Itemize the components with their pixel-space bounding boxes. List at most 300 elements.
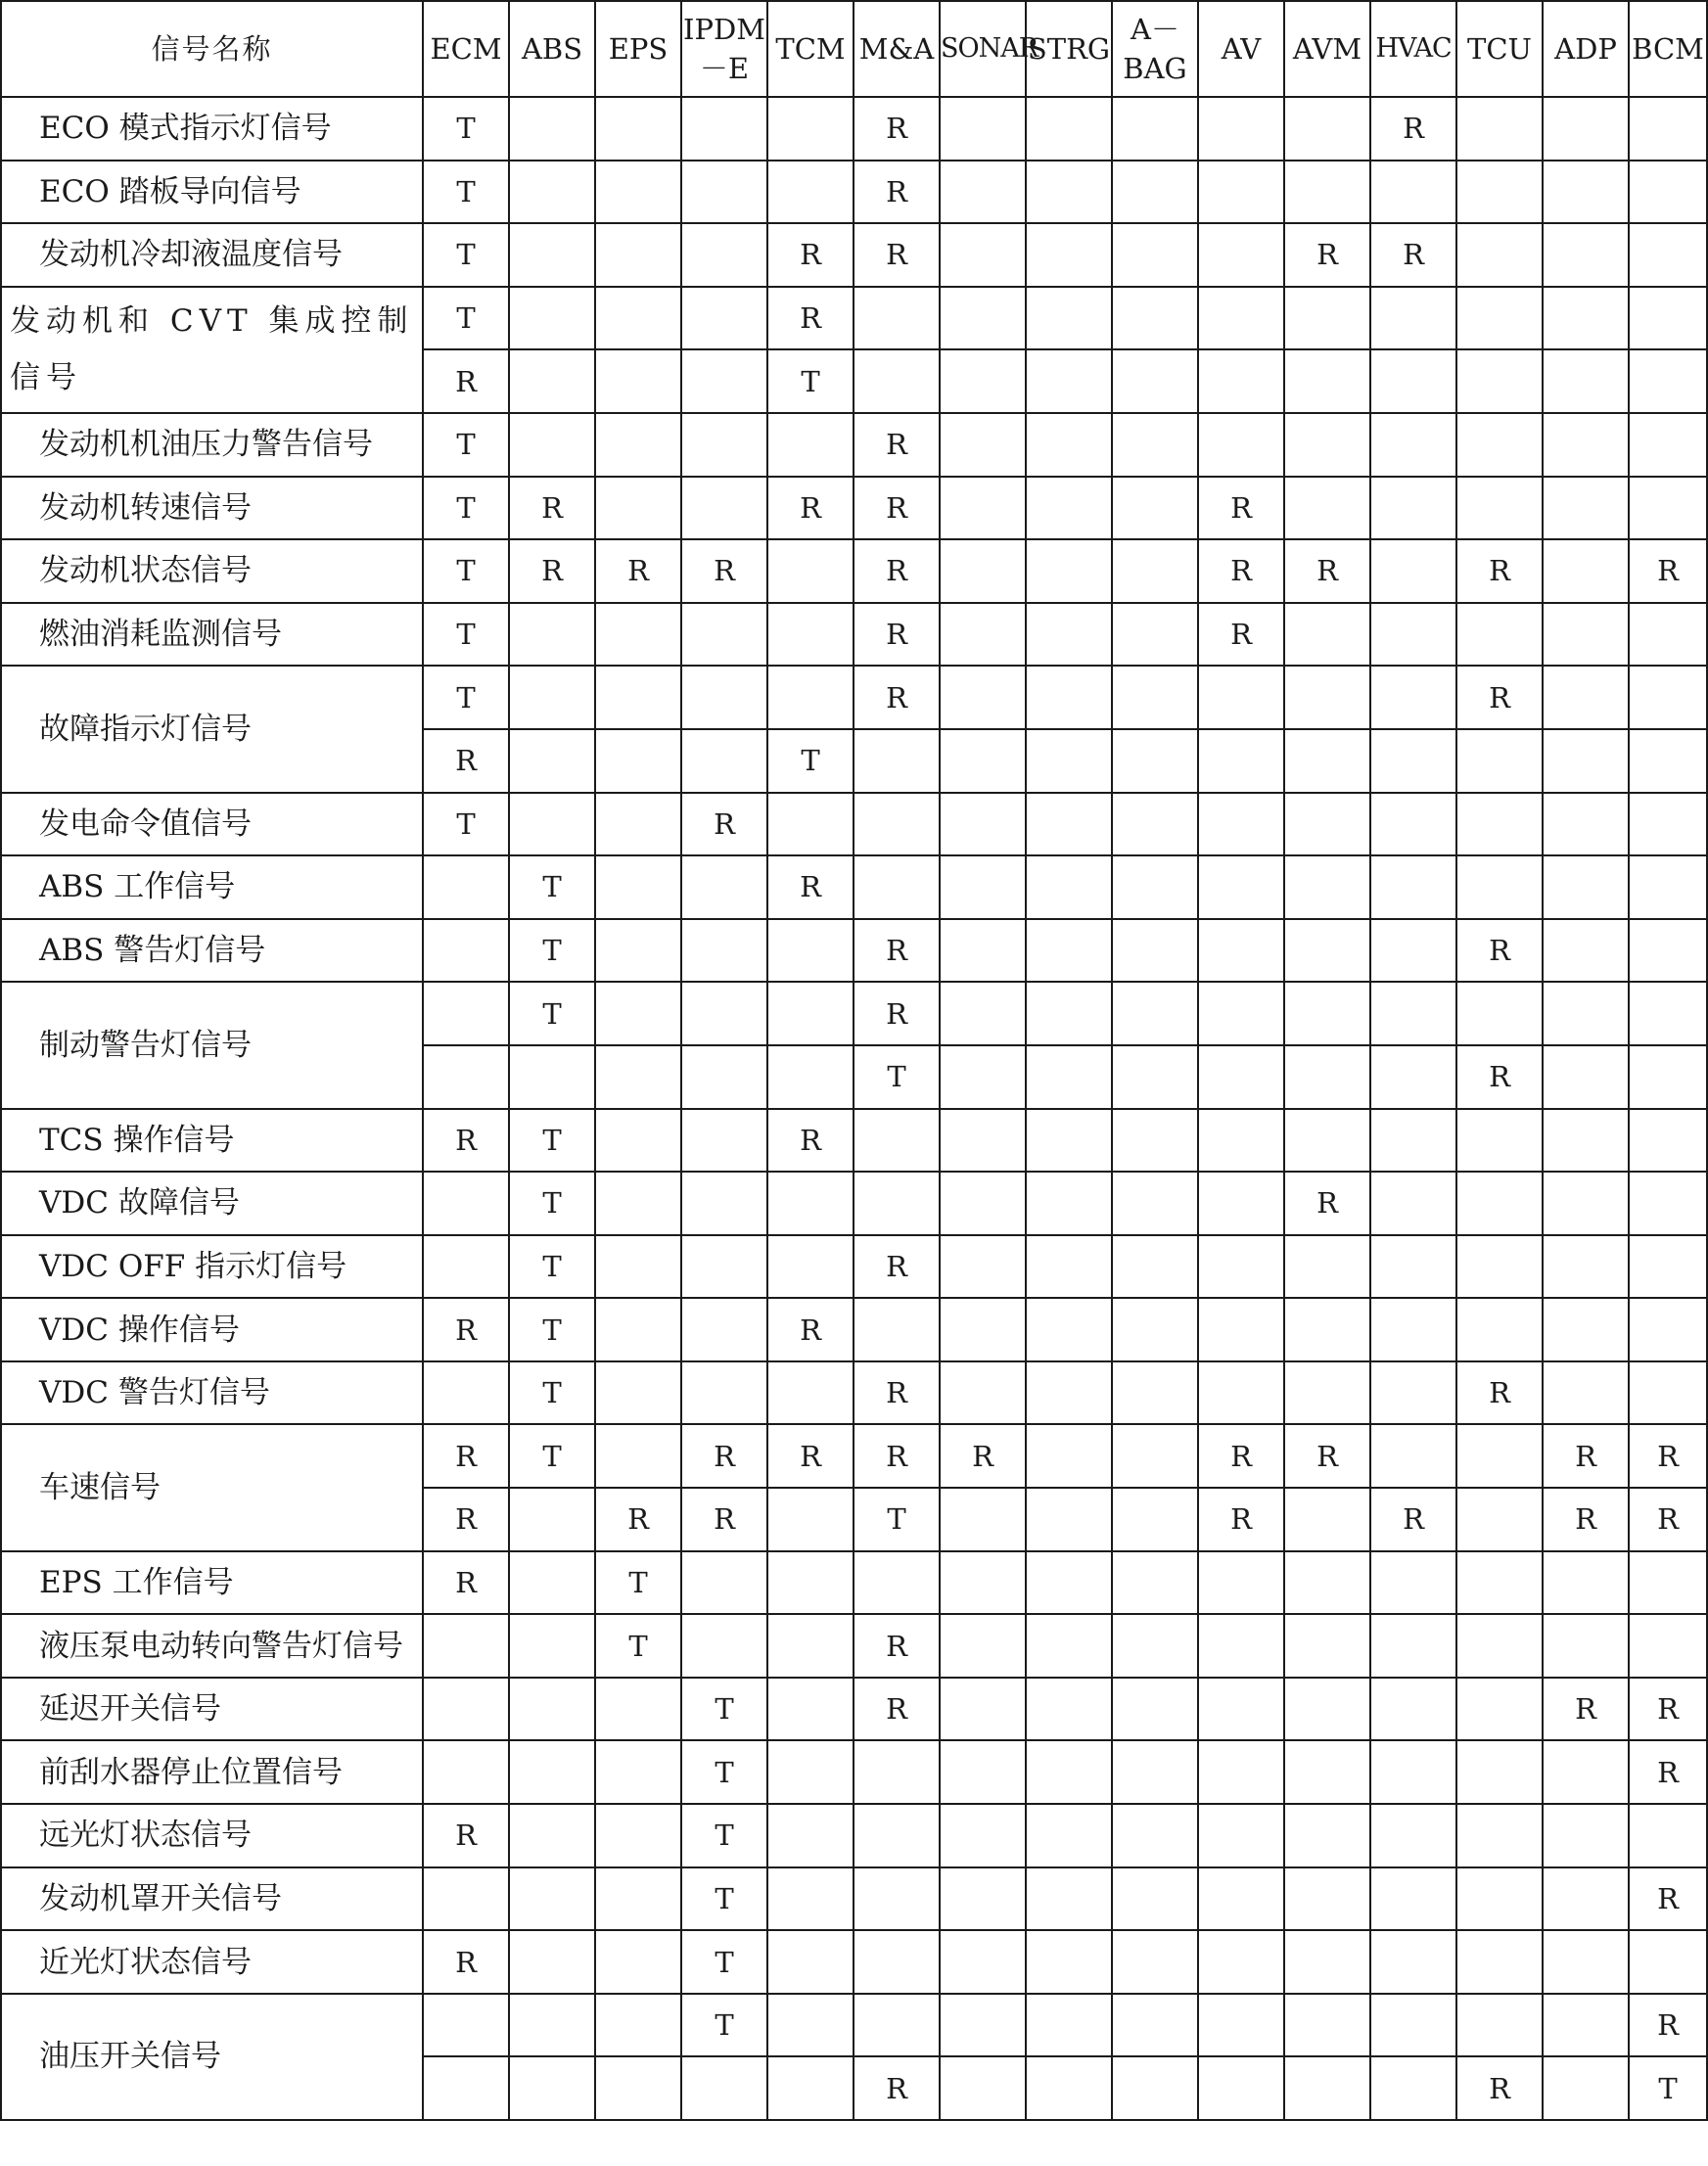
signal-cell bbox=[1629, 1298, 1707, 1361]
signal-name-cell: ABS 工作信号 bbox=[1, 855, 423, 919]
signal-cell bbox=[1284, 349, 1370, 413]
signal-cell bbox=[1112, 793, 1198, 856]
signal-name-cell: ECO 模式指示灯信号 bbox=[1, 97, 423, 161]
signal-name-cell: 远光灯状态信号 bbox=[1, 1804, 423, 1867]
signal-cell bbox=[595, 1045, 681, 1109]
signal-cell bbox=[1198, 349, 1284, 413]
signal-cell bbox=[681, 349, 767, 413]
signal-cell bbox=[595, 1867, 681, 1931]
signal-cell bbox=[767, 666, 854, 729]
signal-cell: R bbox=[423, 1488, 509, 1551]
signal-cell bbox=[1198, 1361, 1284, 1425]
signal-cell bbox=[1284, 161, 1370, 224]
signal-cell bbox=[940, 223, 1026, 287]
signal-cell: R bbox=[1456, 2056, 1543, 2120]
signal-cell bbox=[767, 1045, 854, 1109]
signal-cell bbox=[1198, 1109, 1284, 1173]
signal-cell bbox=[595, 1740, 681, 1804]
signal-cell bbox=[1543, 666, 1629, 729]
signal-cell bbox=[1543, 223, 1629, 287]
signal-cell bbox=[767, 2056, 854, 2120]
signal-cell bbox=[1198, 2056, 1284, 2120]
signal-cell bbox=[1370, 413, 1456, 477]
signal-cell bbox=[1112, 287, 1198, 350]
signal-cell bbox=[1284, 97, 1370, 161]
signal-cell bbox=[1370, 982, 1456, 1045]
signal-cell bbox=[1284, 287, 1370, 350]
signal-cell bbox=[854, 1804, 940, 1867]
signal-cell bbox=[1026, 1678, 1112, 1741]
signal-name-cell: VDC 警告灯信号 bbox=[1, 1361, 423, 1425]
signal-cell bbox=[509, 1994, 595, 2057]
header-signal-name: 信号名称 bbox=[1, 1, 423, 97]
signal-cell bbox=[1112, 1551, 1198, 1615]
signal-cell bbox=[854, 729, 940, 793]
signal-cell bbox=[1026, 1361, 1112, 1425]
signal-cell: R bbox=[854, 603, 940, 667]
signal-cell bbox=[595, 477, 681, 540]
header-row bbox=[1, 1, 1707, 97]
signal-cell bbox=[423, 1235, 509, 1299]
signal-cell bbox=[1629, 161, 1707, 224]
signal-cell: R bbox=[423, 349, 509, 413]
header-ipdm-e bbox=[681, 1, 767, 97]
signal-cell bbox=[423, 1045, 509, 1109]
signal-cell bbox=[767, 1930, 854, 1994]
signal-cell: R bbox=[1456, 666, 1543, 729]
signal-cell bbox=[1112, 161, 1198, 224]
signal-cell bbox=[1629, 223, 1707, 287]
signal-cell bbox=[1112, 982, 1198, 1045]
signal-cell bbox=[423, 2056, 509, 2120]
signal-cell bbox=[509, 2056, 595, 2120]
signal-cell: R bbox=[767, 477, 854, 540]
signal-cell bbox=[509, 1867, 595, 1931]
signal-cell bbox=[1026, 1045, 1112, 1109]
signal-cell: R bbox=[423, 1930, 509, 1994]
signal-cell bbox=[940, 1614, 1026, 1678]
signal-cell: T bbox=[423, 666, 509, 729]
signal-cell bbox=[1198, 1867, 1284, 1931]
signal-cell: R bbox=[1370, 1488, 1456, 1551]
signal-cell bbox=[1543, 1930, 1629, 1994]
signal-cell bbox=[1112, 1235, 1198, 1299]
signal-name-cell: 近光灯状态信号 bbox=[1, 1930, 423, 1994]
signal-cell bbox=[1629, 919, 1707, 983]
signal-cell bbox=[854, 1930, 940, 1994]
signal-cell: R bbox=[1629, 1740, 1707, 1804]
signal-cell bbox=[940, 539, 1026, 603]
signal-cell bbox=[681, 2056, 767, 2120]
signal-cell bbox=[681, 1298, 767, 1361]
signal-cell bbox=[1026, 287, 1112, 350]
signal-cell bbox=[595, 603, 681, 667]
signal-cell bbox=[1112, 1424, 1198, 1488]
signal-cell bbox=[1543, 855, 1629, 919]
signal-name-cell: VDC OFF 指示灯信号 bbox=[1, 1235, 423, 1299]
signal-cell bbox=[767, 1551, 854, 1615]
signal-cell bbox=[509, 223, 595, 287]
header-tcu: TCU bbox=[1456, 1, 1543, 97]
signal-cell bbox=[681, 855, 767, 919]
signal-cell bbox=[1543, 1172, 1629, 1235]
signal-cell bbox=[509, 729, 595, 793]
header-ma: M&A bbox=[854, 1, 940, 97]
signal-cell: T bbox=[681, 1867, 767, 1931]
table-row bbox=[1, 1109, 1707, 1173]
signal-name-cell: 发电命令值信号 bbox=[1, 793, 423, 856]
signal-cell bbox=[940, 161, 1026, 224]
signal-cell bbox=[1112, 666, 1198, 729]
signal-cell bbox=[595, 413, 681, 477]
signal-cell bbox=[509, 1045, 595, 1109]
header-a-bag-line2: BAG bbox=[1123, 52, 1187, 85]
signal-cell bbox=[940, 1804, 1026, 1867]
table-row bbox=[1, 287, 1707, 350]
signal-cell: T bbox=[509, 982, 595, 1045]
signal-cell bbox=[1284, 477, 1370, 540]
signal-name-cell: 发动机机油压力警告信号 bbox=[1, 413, 423, 477]
signal-cell bbox=[423, 855, 509, 919]
signal-cell bbox=[509, 1551, 595, 1615]
signal-cell bbox=[1370, 1740, 1456, 1804]
signal-cell bbox=[1112, 1994, 1198, 2057]
signal-name-cell: 故障指示灯信号 bbox=[1, 666, 423, 792]
signal-cell: R bbox=[595, 1488, 681, 1551]
signal-cell bbox=[681, 161, 767, 224]
signal-cell bbox=[1198, 97, 1284, 161]
signal-cell bbox=[1198, 793, 1284, 856]
signal-cell bbox=[1026, 1551, 1112, 1615]
signal-cell: R bbox=[1198, 1488, 1284, 1551]
signal-cell bbox=[1456, 1930, 1543, 1994]
signal-name-cell: 车速信号 bbox=[1, 1424, 423, 1550]
signal-cell: R bbox=[1370, 223, 1456, 287]
signal-cell bbox=[509, 1740, 595, 1804]
signal-cell bbox=[1026, 1740, 1112, 1804]
signal-cell bbox=[681, 729, 767, 793]
signal-cell bbox=[1026, 855, 1112, 919]
signal-cell bbox=[1284, 666, 1370, 729]
signal-cell bbox=[940, 349, 1026, 413]
signal-cell bbox=[1370, 666, 1456, 729]
signal-cell bbox=[767, 1614, 854, 1678]
signal-cell bbox=[1198, 1045, 1284, 1109]
signal-cell bbox=[767, 1994, 854, 2057]
signal-cell bbox=[595, 1930, 681, 1994]
signal-name-cell: 前刮水器停止位置信号 bbox=[1, 1740, 423, 1804]
signal-cell: R bbox=[1198, 1424, 1284, 1488]
signal-cell bbox=[1629, 287, 1707, 350]
signal-cell bbox=[1629, 982, 1707, 1045]
signal-cell bbox=[767, 1488, 854, 1551]
signal-cell bbox=[1112, 603, 1198, 667]
signal-cell bbox=[681, 223, 767, 287]
signal-cell bbox=[509, 603, 595, 667]
signal-name-cell: 发动机和 CVT 集成控制信号 bbox=[1, 287, 423, 413]
header-eps: EPS bbox=[595, 1, 681, 97]
header-ipdm-e-line2: －E bbox=[699, 52, 750, 85]
signal-cell: R bbox=[1629, 1488, 1707, 1551]
signal-cell bbox=[681, 919, 767, 983]
signal-cell bbox=[1456, 97, 1543, 161]
signal-cell bbox=[423, 1994, 509, 2057]
signal-cell: T bbox=[681, 1930, 767, 1994]
signal-cell bbox=[423, 1740, 509, 1804]
signal-cell bbox=[940, 855, 1026, 919]
signal-cell: T bbox=[509, 1235, 595, 1299]
signal-cell bbox=[681, 1235, 767, 1299]
signal-cell bbox=[1026, 793, 1112, 856]
signal-cell bbox=[1543, 1614, 1629, 1678]
signal-cell bbox=[1456, 1740, 1543, 1804]
signal-cell bbox=[1198, 729, 1284, 793]
signal-cell bbox=[767, 1740, 854, 1804]
signal-cell: R bbox=[423, 1424, 509, 1488]
signal-cell bbox=[595, 97, 681, 161]
signal-cell bbox=[1629, 855, 1707, 919]
signal-cell: R bbox=[854, 223, 940, 287]
signal-cell bbox=[940, 1172, 1026, 1235]
signal-cell bbox=[1629, 1551, 1707, 1615]
signal-cell bbox=[1629, 1172, 1707, 1235]
signal-cell bbox=[423, 1867, 509, 1931]
signal-cell bbox=[940, 1488, 1026, 1551]
signal-cell: T bbox=[423, 793, 509, 856]
signal-cell bbox=[1284, 1045, 1370, 1109]
signal-cell bbox=[509, 413, 595, 477]
signal-cell: T bbox=[509, 1109, 595, 1173]
signal-cell bbox=[1112, 1109, 1198, 1173]
signal-cell bbox=[1112, 1740, 1198, 1804]
signal-cell bbox=[1543, 161, 1629, 224]
table-row bbox=[1, 97, 1707, 161]
signal-cell bbox=[1284, 1930, 1370, 1994]
signal-cell bbox=[681, 603, 767, 667]
signal-cell bbox=[595, 666, 681, 729]
signal-cell bbox=[767, 1361, 854, 1425]
signal-cell bbox=[854, 855, 940, 919]
signal-cell: R bbox=[854, 919, 940, 983]
signal-cell: T bbox=[509, 1172, 595, 1235]
signal-cell: T bbox=[681, 1994, 767, 2057]
signal-cell bbox=[1198, 1235, 1284, 1299]
signal-cell bbox=[1543, 1361, 1629, 1425]
signal-cell bbox=[854, 1172, 940, 1235]
signal-cell: R bbox=[1198, 539, 1284, 603]
signal-cell bbox=[1629, 1045, 1707, 1109]
signal-cell bbox=[767, 1678, 854, 1741]
signal-cell: R bbox=[1284, 223, 1370, 287]
signal-cell: R bbox=[423, 1804, 509, 1867]
signal-cell bbox=[1370, 2056, 1456, 2120]
signal-cell bbox=[1370, 349, 1456, 413]
signal-cell bbox=[1112, 1361, 1198, 1425]
signal-cell bbox=[940, 1930, 1026, 1994]
signal-cell bbox=[1284, 2056, 1370, 2120]
signal-cell bbox=[1370, 1109, 1456, 1173]
signal-cell bbox=[1629, 1109, 1707, 1173]
signal-cell bbox=[1284, 1298, 1370, 1361]
signal-cell bbox=[940, 1361, 1026, 1425]
signal-cell bbox=[1456, 1994, 1543, 2057]
signal-cell: R bbox=[681, 793, 767, 856]
signal-cell bbox=[854, 287, 940, 350]
signal-cell bbox=[1026, 1235, 1112, 1299]
signal-cell: R bbox=[1284, 1424, 1370, 1488]
signal-cell bbox=[1026, 1804, 1112, 1867]
header-a-bag-line1: A－ bbox=[1131, 13, 1179, 46]
signal-cell bbox=[940, 1678, 1026, 1741]
signal-cell bbox=[940, 666, 1026, 729]
signal-cell bbox=[1284, 1678, 1370, 1741]
signal-cell bbox=[1026, 349, 1112, 413]
signal-cell bbox=[940, 603, 1026, 667]
signal-cell bbox=[1543, 919, 1629, 983]
signal-cell bbox=[1198, 982, 1284, 1045]
header-av: AV bbox=[1198, 1, 1284, 97]
signal-name-cell: 油压开关信号 bbox=[1, 1994, 423, 2120]
signal-cell bbox=[1456, 1298, 1543, 1361]
signal-cell: R bbox=[767, 1298, 854, 1361]
signal-cell bbox=[1284, 1614, 1370, 1678]
signal-cell bbox=[1026, 729, 1112, 793]
signal-cell bbox=[1370, 1424, 1456, 1488]
table-row bbox=[1, 1740, 1707, 1804]
signal-cell bbox=[1026, 1172, 1112, 1235]
signal-cell: T bbox=[1629, 2056, 1707, 2120]
table-body bbox=[1, 97, 1707, 2120]
signal-cell bbox=[681, 1614, 767, 1678]
signal-cell bbox=[1456, 1235, 1543, 1299]
signal-cell bbox=[1284, 919, 1370, 983]
signal-cell bbox=[767, 603, 854, 667]
signal-cell bbox=[681, 1045, 767, 1109]
signal-name-cell: 制动警告灯信号 bbox=[1, 982, 423, 1108]
signal-cell bbox=[595, 793, 681, 856]
signal-cell: R bbox=[854, 1678, 940, 1741]
signal-cell bbox=[1112, 97, 1198, 161]
signal-cell bbox=[595, 1804, 681, 1867]
signal-cell bbox=[1112, 477, 1198, 540]
signal-cell bbox=[1284, 1551, 1370, 1615]
signal-cell: R bbox=[681, 539, 767, 603]
signal-cell bbox=[1629, 793, 1707, 856]
signal-cell bbox=[595, 919, 681, 983]
signal-cell bbox=[595, 2056, 681, 2120]
header-bcm: BCM bbox=[1629, 1, 1707, 97]
signal-cell bbox=[681, 477, 767, 540]
signal-cell bbox=[1026, 666, 1112, 729]
signal-name-cell: EPS 工作信号 bbox=[1, 1551, 423, 1615]
signal-cell bbox=[767, 161, 854, 224]
signal-cell: T bbox=[509, 1361, 595, 1425]
signal-cell bbox=[423, 982, 509, 1045]
signal-cell bbox=[1198, 1740, 1284, 1804]
signal-cell: R bbox=[854, 413, 940, 477]
table-row bbox=[1, 1172, 1707, 1235]
signal-cell bbox=[595, 1298, 681, 1361]
signal-cell bbox=[1198, 1804, 1284, 1867]
signal-cell: R bbox=[1198, 477, 1284, 540]
signal-cell bbox=[940, 1298, 1026, 1361]
signal-cell bbox=[681, 97, 767, 161]
table-row bbox=[1, 1614, 1707, 1678]
signal-cell bbox=[767, 97, 854, 161]
signal-cell bbox=[767, 413, 854, 477]
signal-name-cell: 发动机冷却液温度信号 bbox=[1, 223, 423, 287]
signal-cell: T bbox=[423, 161, 509, 224]
signal-cell bbox=[940, 982, 1026, 1045]
signal-cell bbox=[595, 223, 681, 287]
signal-cell bbox=[423, 1614, 509, 1678]
signal-cell bbox=[1112, 1867, 1198, 1931]
signal-cell bbox=[1629, 1614, 1707, 1678]
signal-cell: R bbox=[1456, 1361, 1543, 1425]
signal-cell: R bbox=[595, 539, 681, 603]
signal-cell bbox=[854, 1551, 940, 1615]
signal-cell bbox=[1370, 1678, 1456, 1741]
signal-cell bbox=[1198, 666, 1284, 729]
signal-cell bbox=[509, 1614, 595, 1678]
signal-name-cell: 延迟开关信号 bbox=[1, 1678, 423, 1741]
signal-cell: R bbox=[854, 1235, 940, 1299]
signal-cell: T bbox=[767, 729, 854, 793]
signal-cell bbox=[1026, 1930, 1112, 1994]
signal-cell: R bbox=[1456, 1045, 1543, 1109]
signal-cell bbox=[1284, 729, 1370, 793]
signal-cell bbox=[940, 413, 1026, 477]
signal-cell bbox=[940, 1045, 1026, 1109]
signal-cell bbox=[1112, 1172, 1198, 1235]
signal-cell bbox=[1543, 1804, 1629, 1867]
signal-cell bbox=[1026, 477, 1112, 540]
signal-cell bbox=[681, 982, 767, 1045]
signal-cell bbox=[767, 919, 854, 983]
signal-cell: R bbox=[940, 1424, 1026, 1488]
signal-cell bbox=[1543, 477, 1629, 540]
signal-cell bbox=[1284, 1867, 1370, 1931]
signal-cell bbox=[1456, 223, 1543, 287]
signal-cell bbox=[509, 1930, 595, 1994]
signal-cell bbox=[1112, 1045, 1198, 1109]
signal-cell bbox=[940, 1235, 1026, 1299]
signal-cell: T bbox=[423, 97, 509, 161]
signal-cell bbox=[1198, 855, 1284, 919]
header-sonar: SONAR bbox=[940, 1, 1026, 97]
signal-cell: R bbox=[854, 97, 940, 161]
signal-cell bbox=[1284, 982, 1370, 1045]
signal-cell bbox=[1456, 729, 1543, 793]
signal-cell: R bbox=[767, 1109, 854, 1173]
signal-cell bbox=[1112, 919, 1198, 983]
signal-cell bbox=[940, 477, 1026, 540]
table-row bbox=[1, 161, 1707, 224]
signal-cell bbox=[1112, 1804, 1198, 1867]
table-row bbox=[1, 855, 1707, 919]
signal-cell bbox=[1456, 1488, 1543, 1551]
signal-cell bbox=[681, 1172, 767, 1235]
signal-cell: R bbox=[423, 729, 509, 793]
signal-cell bbox=[423, 919, 509, 983]
signal-cell bbox=[1112, 539, 1198, 603]
signal-cell bbox=[1629, 1235, 1707, 1299]
signal-cell bbox=[1198, 1551, 1284, 1615]
signal-cell bbox=[1026, 982, 1112, 1045]
signal-cell bbox=[595, 1109, 681, 1173]
signal-cell: R bbox=[509, 539, 595, 603]
signal-cell: R bbox=[681, 1488, 767, 1551]
